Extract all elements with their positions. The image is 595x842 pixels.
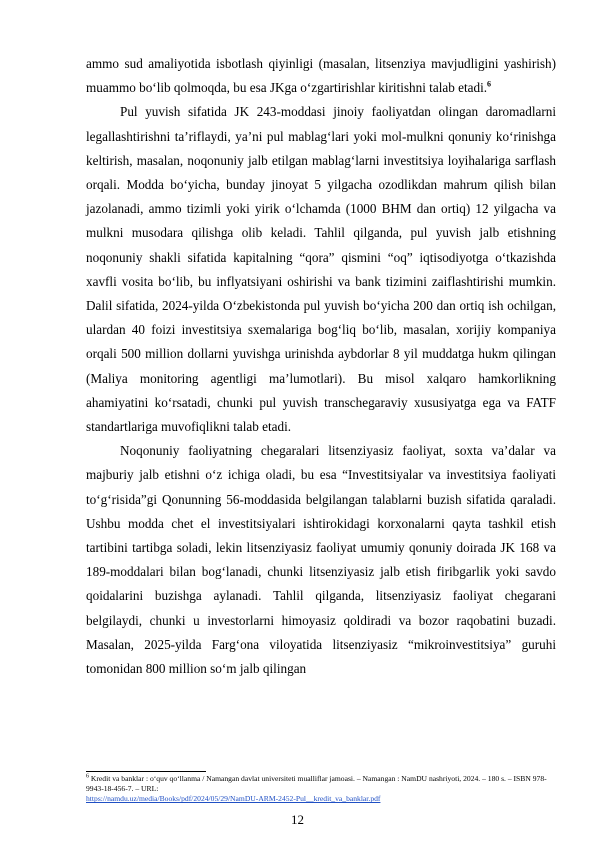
- footnote: [86, 774, 556, 805]
- paragraph-1-text: ammo sud amaliyotida isbotlash qiyinligi (masalan, litsenziya mavjudligini yashirish) muammo bo‘lib qolmoqda, bu esa JKga o‘zgartirishlar kiritishni talab etadi.: [86, 56, 556, 96]
- footnote-link[interactable]: https://namdu.uz/media/Books/pdf/2024/05/29/NamDU-ARM-2452-Pul__kredit_va_banklar.pdf: [86, 794, 381, 804]
- page-body: [86, 52, 556, 681]
- paragraph-2: Pul yuvish sifatida JK 243-moddasi jinoiy faoliyatdan olingan daromadlarni legallashtirishni ta’riflaydi, ya’ni pul mablag‘lari yoki mol-mulkni qonuniy ko‘rinishga keltirish, masalan, noqonuniy jalb etilgan mablag‘larni investitsiya loyihalariga sarflash orqali. Modda bo‘yicha, bunday jinoyat 5 yilgacha ozodlikdan mahrum qilish bilan jazolanadi, ammo tizimli yoki yirik o‘lchamda (1000 BHM dan ortiq) 12 yilgacha va mulkni musodara qilishga olib keladi. Tahlil qilganda, pul yuvish jalb etishning noqonuniy shakli sifatida kapitalning “qora” qismini “oq” iqtisodiyotga o‘tkazishda xavfli vosita bo‘lib, bu inflyatsiyani oshirishi va bank tizimini zaiflashtirishi mumkin. Dalil sifatida, 2024-yilda O‘zbekistonda pul yuvish bo‘yicha 200 dan ortiq ish ochilgan, ulardan 40 foizi investitsiya sxemalariga bog‘liq bo‘lib, masalan, xorijiy kompaniya orqali 500 million dollarni yuvishga urinishda aybdorlar 8 yil muddatga hukm qilingan (Maliya monitoring agentligi ma’lumotlari). Bu misol xalqaro hamkorlikning ahamiyatini ko‘rsatadi, chunki pul yuvish transchegaraviy xususiyatga ega va FATF standartlariga muvofiqlikni talab etadi.: [86, 104, 556, 435]
- paragraph-1: [86, 52, 556, 100]
- footnote-reference[interactable]: 6: [487, 79, 492, 89]
- footnote-mark: 6: [86, 773, 89, 780]
- footnote-divider: [86, 771, 206, 772]
- paragraph-3: Noqonuniy faoliyatning chegaralari litsenziyasiz faoliyat, soxta va’dalar va majburiy jalb etishni o‘z ichiga oladi, bu esa “Investitsiyalar va investitsiya faoliyati to‘g‘risida”gi Qonunning 56-moddasida belgilangan talablarni buzish sifatida qaraladi. Ushbu modda chet el investitsiyalari ishtirokidagi korxonalarni qayta tashkil etish tartibini tartibga soladi, lekin litsenziyasiz faoliyat umumiy qonuniy doirada JK 168 va 189-moddalari bilan bog‘lanadi, chunki litsenziyasiz jalb etish firibgarlik yoki savdo qoidalarini buzishga aylanadi. Tahlil qilganda, litsenziyasiz faoliyat chegarani belgilaydi, chunki u investorlarni himoyasiz qoldiradi va bozor raqobatini buzadi. Masalan, 2025-yilda Farg‘ona viloyatida litsenziyasiz “mikroinvestitsiya” guruhi tomonidan 800 million so‘m jalb qilingan: [86, 443, 556, 677]
- page-number: 12: [291, 812, 304, 827]
- footnote-text: Kredit va banklar : o‘quv qo‘llanma / Namangan davlat universiteti mualliflar jamoasi. – Namangan : NamDU nashriyoti, 2024. – 180 s. – ISBN 978-9943-18-456-7. – URL:: [86, 774, 547, 794]
